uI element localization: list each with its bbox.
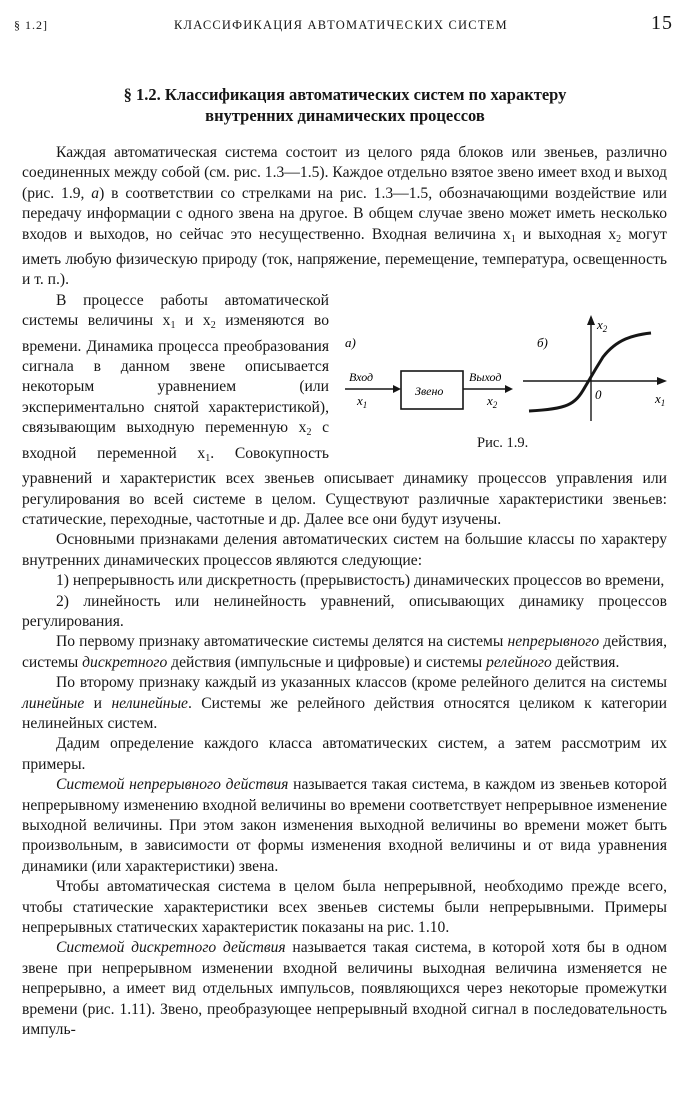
section-title-line2: внутренних динамических процессов [205, 106, 485, 125]
input-label: Вход [349, 369, 374, 384]
chapter-title: КЛАССИФИКАЦИЯ АВТОМАТИЧЕСКИХ СИСТЕМ [174, 18, 508, 32]
paragraph: По второму признаку каждый из указанных классов (кроме релейного делится на системы линейные и нелинейные. Системы же релейного действия относятся целиком к категории нелинейных систем. [22, 674, 667, 732]
y-axis-arrowhead [587, 315, 595, 325]
list-item: 1) непрерывность или дискретность (прерывистость) динамических процессов во времени, [56, 572, 665, 590]
paragraph: Системой непрерывного действия называется такая система, в каждом из звеньев которой непрерывному изменению входной величины во времени соответствует непрерывное изменение выходной величины. При этом закон изменения выходной величины во времени может быть произвольным, в зависимости от формы изменения входной величины и от вида уравнения динамики (или характеристики) звена. [22, 776, 668, 875]
list-item: 2) линейность или нелинейность уравнений, описывающих динамику процессов регулирования. [22, 592, 667, 630]
origin-label: 0 [595, 386, 602, 402]
output-label: Выход [469, 369, 502, 384]
paragraph: Дадим определение каждого класса автоматических систем, а затем рассмотрим их примеры. [22, 735, 667, 773]
paragraph: По первому признаку автоматические системы делятся на системы непрерывного действия, системы дискретного действия (импульсные и цифровые) и системы релейного действия. [22, 633, 667, 671]
figure-label-b: б) [537, 334, 548, 350]
page-number: 15 [651, 12, 673, 34]
figure-1-9 [337, 305, 671, 455]
input-var: $x_1$ [357, 392, 368, 410]
x-axis-arrowhead [657, 377, 667, 385]
section-ref: § 1.2] [14, 18, 48, 32]
figure-label-a: а) [345, 334, 356, 350]
input-arrowhead [393, 385, 401, 393]
block-label: Звено [415, 383, 444, 398]
y-axis-label: $x_2$ [597, 316, 608, 334]
running-head [14, 12, 673, 36]
paragraph: Системой дискретного действия называется такая система, в которой хотя бы в одном звене при непрерывном изменении входной величины выходная величина изменяется не непрерывно, а имеет вид отдельных импульсов, появляющихся через некоторые промежутки времени (рис. 1.11). Звено, преобразующее непрерывный входной сигнал в последовательность импуль- [22, 939, 667, 1039]
section-title-line1: § 1.2. Классификация автоматических систем по характеру [123, 85, 567, 104]
x-axis-label: $x_1$ [655, 390, 666, 408]
section-title [60, 84, 630, 126]
paragraph: Каждая автоматическая система состоит из целого ряда блоков или звеньев, различно соединенных между собой (см. рис. 1.3—1.5). Каждое отдельно взятое звено имеет вход и выход (рис. 1.9, а) в соответствии со стрелками на рис. 1.3—1.5, обозначающими воздействие или передачу информации с одного звена на другое. В общем случае звено может иметь несколько входов и выходов, но сейчас это несущественно. Входная величина $x_1$ и выходная $x_2$ могут иметь любую физическую природу (ток, напряжение, перемещение, температура, освещенность и т. п.). [22, 144, 667, 289]
paragraph: В процессе работы автоматической системы величины $x_1$ и $x_2$ изменяются во времени. Динамика процесса преобразования сигнала в данном звене описывается некоторым уравнением (или экспериментально снятой характеристикой), связывающим выходную переменную $x_2$ с входной переменной $x_1$. Совокупность уравнений и характеристик всех звеньев описывает динамику процессов управления или регулирования во всей системе в целом. Существуют различные характеристики звеньев: статические, переходные, частотные и др. Далее все они будут изучены. [22, 291, 667, 528]
output-arrowhead [505, 385, 513, 393]
body-text [22, 143, 667, 1040]
paragraph: Чтобы автоматическая система в целом была непрерывной, необходимо прежде всего, чтобы статические характеристики всех звеньев системы были непрерывными. Примеры непрерывных статических характеристик показаны на рис. 1.10. [22, 878, 667, 937]
figure-caption: Рис. 1.9. [477, 434, 529, 451]
output-var: $x_2$ [487, 392, 498, 410]
paragraph: Основными признаками деления автоматических систем на большие классы по характеру внутренних динамических процессов являются следующие: [22, 531, 667, 569]
